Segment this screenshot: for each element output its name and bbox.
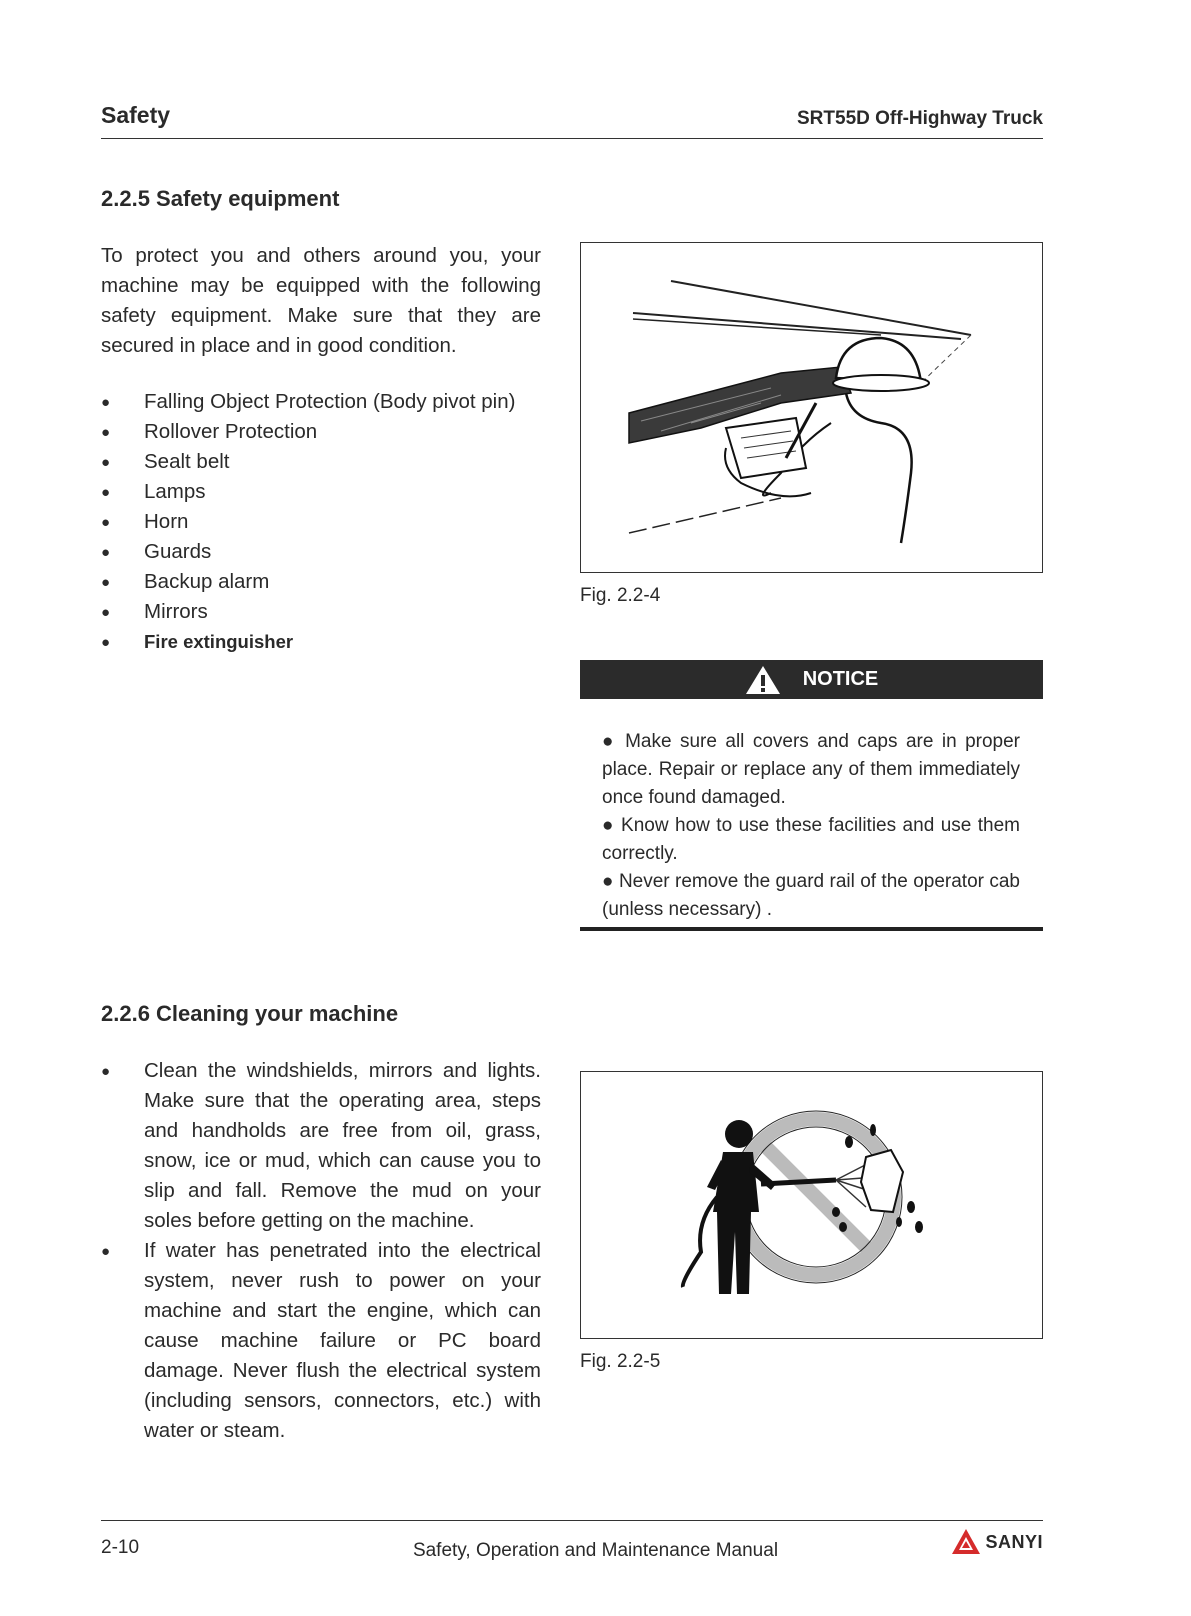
brand-logo <box>951 1528 1043 1556</box>
header-section-title: Safety <box>101 102 171 128</box>
list-item: ● Horn <box>101 507 561 537</box>
notice-item: ● Know how to use these facilities and use them correctly. <box>602 815 1020 864</box>
list-item: ● Lamps <box>101 477 561 507</box>
list-item: ● Mirrors <box>101 597 561 627</box>
figure-caption: Fig. 2.2-5 <box>580 1351 661 1372</box>
list-item: ● Clean the windshields, mirrors and lights. Make sure that the operating area, steps and handholds are free from oil, grass, snow, ice or mud, which can cause you to slip and fall. Remove the mud on your soles before getting on the machine. <box>101 1056 541 1236</box>
figure-inspection-illustration <box>580 242 1043 573</box>
list-item: ● Falling Object Protection (Body pivot pin) <box>101 387 561 417</box>
list-item: ● Sealt belt <box>101 447 561 477</box>
manual-title: Safety, Operation and Maintenance Manual <box>412 1540 779 1561</box>
notice-bottom-rule <box>580 927 1043 931</box>
header-divider <box>101 138 1043 139</box>
list-item: ● Backup alarm <box>101 567 561 597</box>
section-226-title: 2.2.6 Cleaning your machine <box>101 1001 399 1026</box>
cleaning-instructions-list <box>101 1056 541 1446</box>
footer-divider <box>101 1520 1043 1521</box>
list-item: ● Fire extinguisher <box>101 627 561 657</box>
notice-label: NOTICE <box>802 668 879 690</box>
list-item: ● Rollover Protection <box>101 417 561 447</box>
notice-banner <box>580 660 1043 699</box>
header-product-name: SRT55D Off-Highway Truck <box>797 108 1043 129</box>
figure-caption: Fig. 2.2-4 <box>580 585 661 606</box>
notice-body <box>602 728 1020 924</box>
worker-inspecting-illustration <box>581 243 1041 571</box>
warning-triangle-icon <box>745 665 781 695</box>
sanyi-logo-icon <box>951 1528 981 1556</box>
list-item: ● Guards <box>101 537 561 567</box>
section-225-intro: To protect you and others around you, your machine may be equipped with the following safety equipment. Make sure that they are secured in place and in good condition. <box>101 244 541 357</box>
safety-equipment-list <box>101 387 561 657</box>
section-225-title: 2.2.5 Safety equipment <box>101 186 340 211</box>
notice-item: ● Never remove the guard rail of the operator cab (unless necessary) . <box>602 871 1020 920</box>
notice-item: ● Make sure all covers and caps are in proper place. Repair or replace any of them immediately once found damaged. <box>602 731 1020 808</box>
list-item: ● If water has penetrated into the electrical system, never rush to power on your machine and start the engine, which can cause machine failure or PC board damage. Never flush the electrical system (including sensors, connectors, etc.) with water or steam. <box>101 1236 541 1446</box>
figure-no-water-flush <box>580 1071 1043 1339</box>
page-number: 2-10 <box>101 1537 140 1558</box>
brand-name: SANYI <box>985 1531 1043 1552</box>
no-pressure-washing-illustration <box>581 1072 1041 1337</box>
